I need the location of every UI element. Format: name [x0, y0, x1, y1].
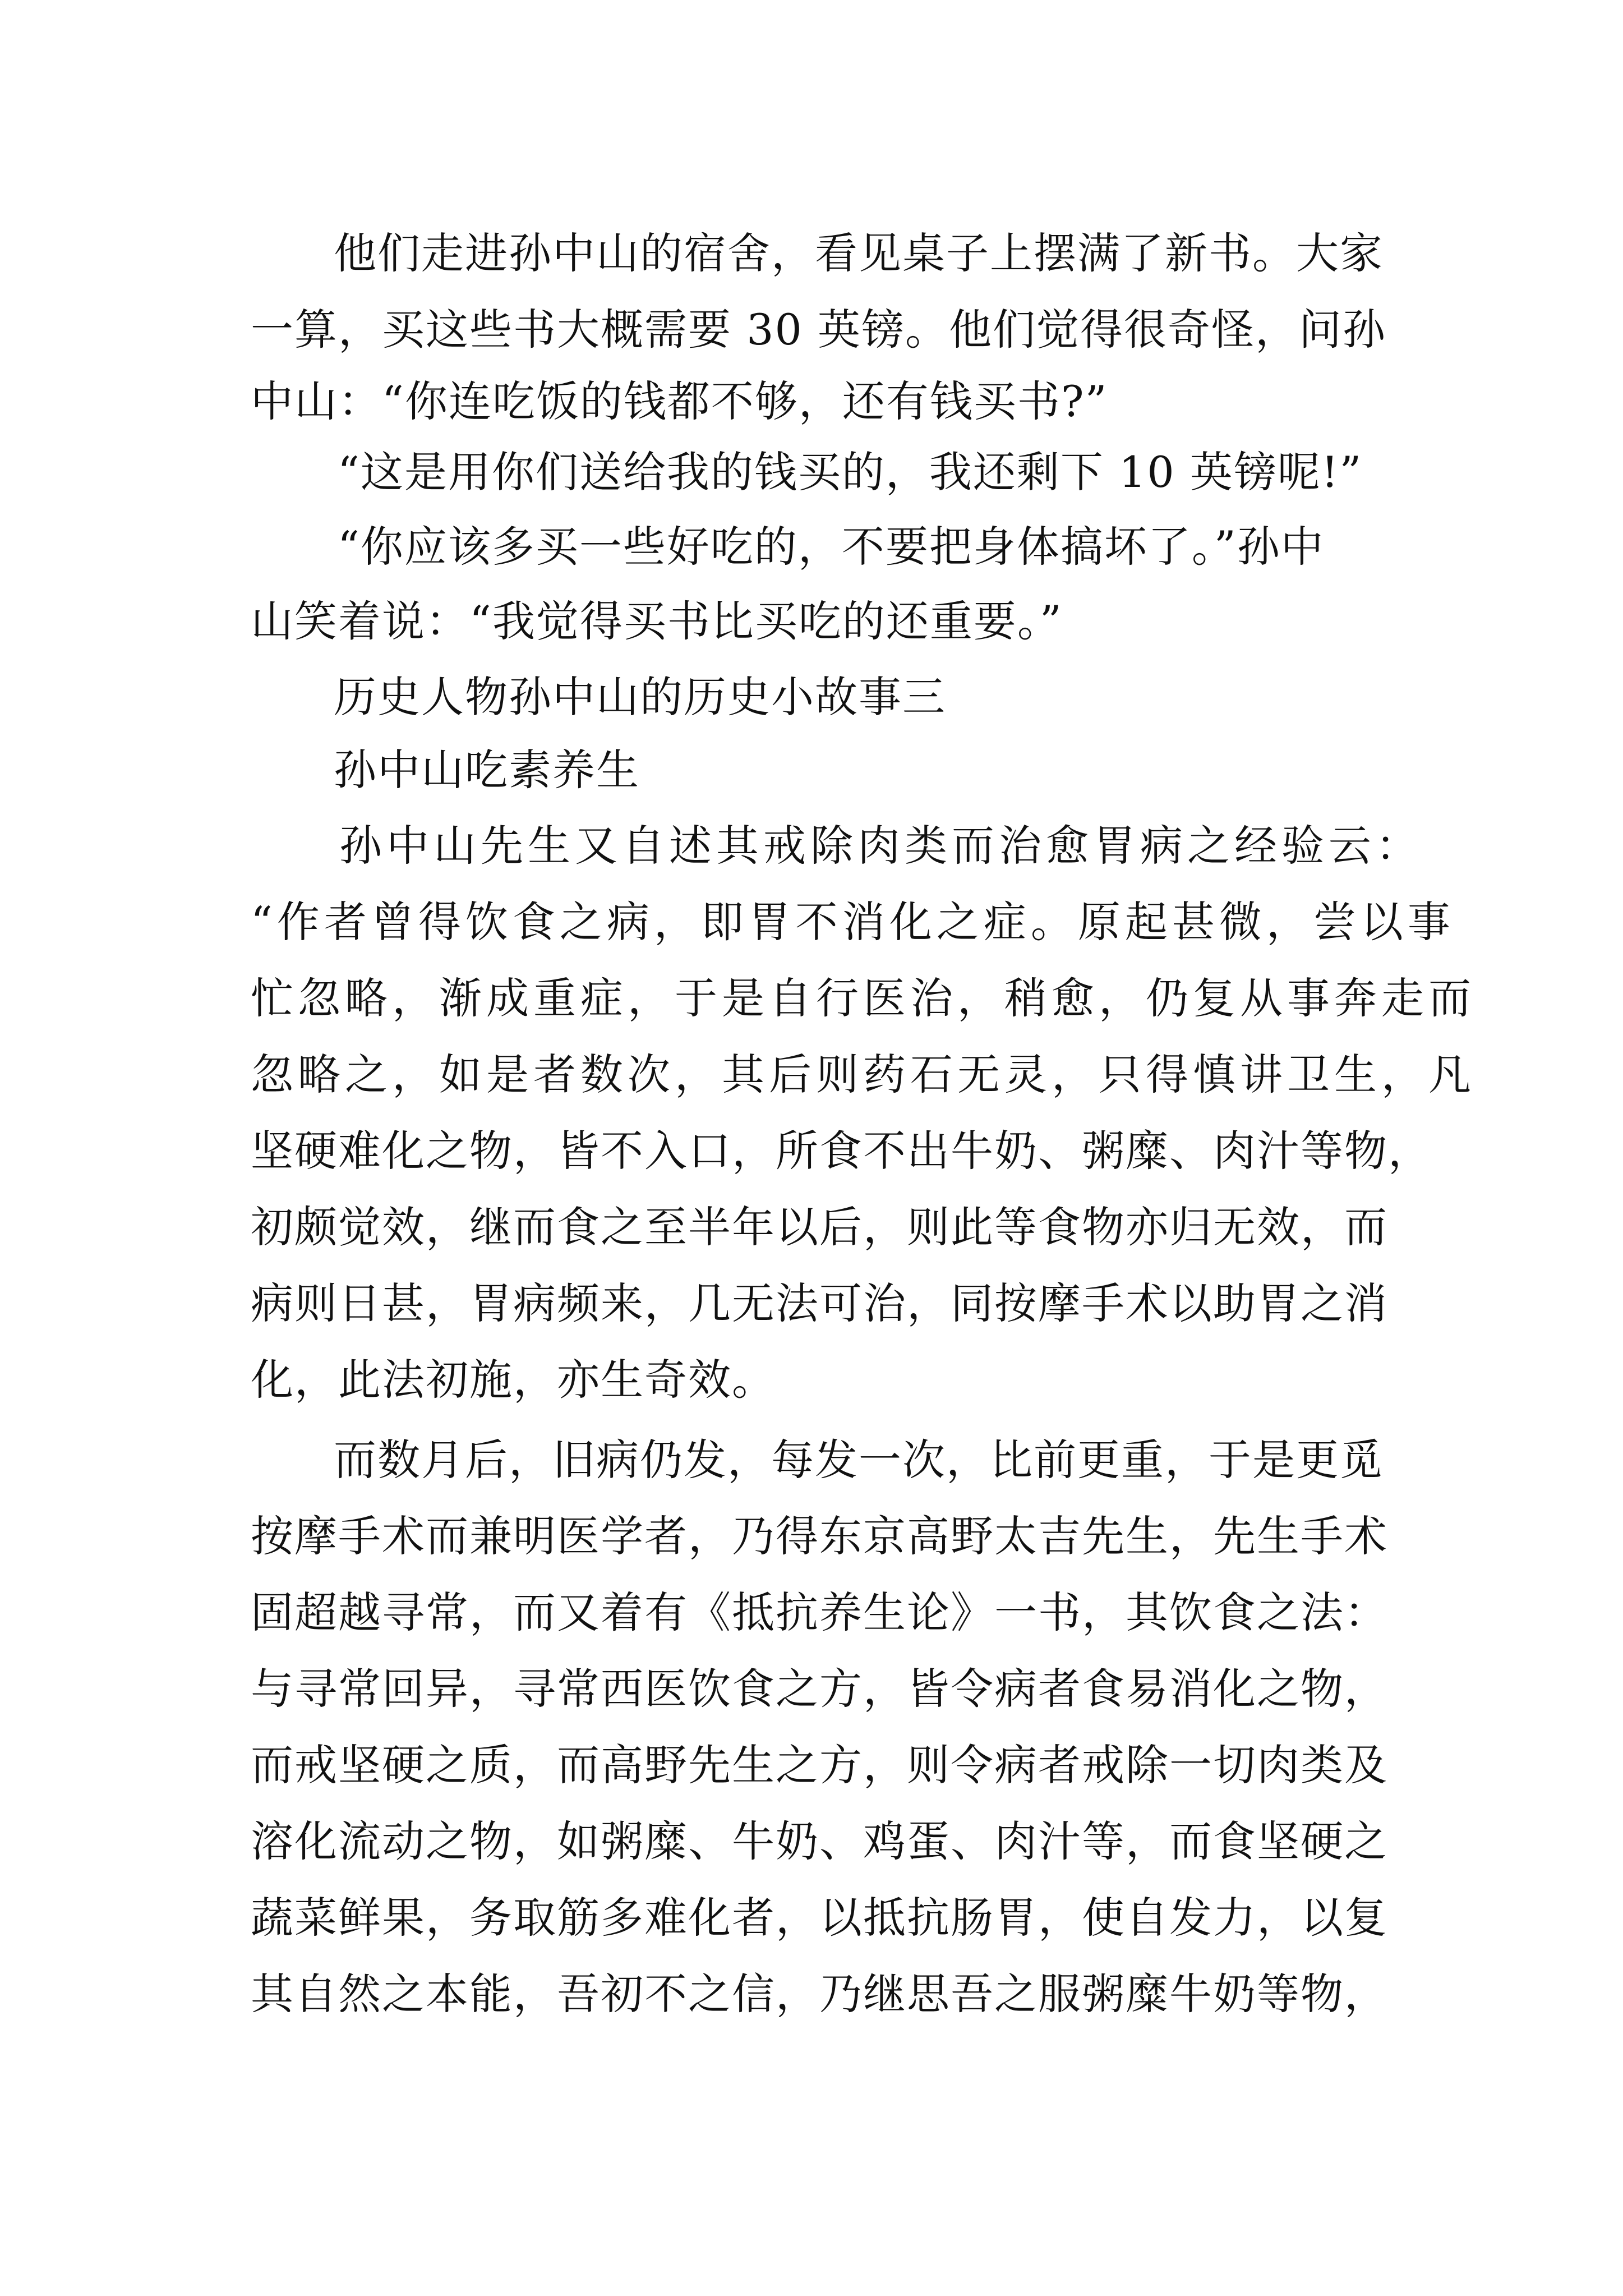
text-line: “作者曾得饮食之病，即胃不消化之症。原起甚微，尝以事 — [251, 897, 1455, 947]
section-heading: 历史人物孙中山的历史小故事三 — [334, 672, 946, 722]
text-line: “这是用你们送给我的钱买的，我还剩下 10 英镑呢!” — [338, 447, 1363, 497]
text-line: 其自然之本能，吾初不之信，乃继思吾之服粥糜牛奶等物， — [251, 1969, 1388, 2019]
text-line: 固超越寻常，而又着有《抵抗养生论》一书，其饮食之法： — [251, 1588, 1388, 1637]
text-line: 与寻常回异，寻常西医饮食之方，皆令病者食易消化之物， — [251, 1664, 1388, 1714]
text-line: 化，此法初施，亦生奇效。 — [251, 1355, 776, 1405]
text-line: 溶化流动之物，如粥糜、牛奶、鸡蛋、肉汁等，而食坚硬之 — [251, 1816, 1388, 1866]
text-line: 山笑着说：“我觉得买书比买吃的还重要。” — [251, 596, 1063, 646]
text-line: 他们走进孙中山的宿舍，看见桌子上摆满了新书。大家 — [334, 228, 1384, 278]
text-line: 坚硬难化之物，皆不入口，所食不出牛奶、粥糜、肉汁等物， — [251, 1126, 1432, 1176]
section-subheading: 孙中山吃素养生 — [334, 745, 640, 795]
text-line: 孙中山先生又自述其戒除肉类而治愈胃病之经验云： — [339, 821, 1423, 871]
text-line: 而戒坚硬之质，而高野先生之方，则令病者戒除一切肉类及 — [251, 1740, 1388, 1790]
text-line: 初颇觉效，继而食之至半年以后，则此等食物亦归无效，而 — [251, 1202, 1388, 1252]
text-line: 忙忽略，渐成重症，于是自行医治，稍愈，仍复从事奔走而 — [251, 973, 1476, 1023]
text-line: 一算，买这些书大概需要 30 英镑。他们觉得很奇怪，问孙 — [251, 305, 1387, 355]
text-line: “你应该多买一些好吃的，不要把身体搞坏了。”孙中 — [338, 522, 1325, 572]
text-line: 按摩手术而兼明医学者，乃得东京高野太吉先生，先生手术 — [251, 1511, 1388, 1561]
text-line: 忽略之，如是者数次，其后则药石无灵，只得慎讲卫生，凡 — [251, 1050, 1476, 1099]
text-line: 蔬菜鲜果，务取筋多难化者，以抵抗肠胃，使自发力，以复 — [251, 1893, 1388, 1943]
text-line: 中山：“你连吃饭的钱都不够，还有钱买书?” — [251, 376, 1108, 426]
text-line: 病则日甚，胃病频来，几无法可治，同按摩手术以助胃之消 — [251, 1278, 1388, 1328]
text-line: 而数月后，旧病仍发，每发一次，比前更重，于是更觅 — [334, 1435, 1384, 1485]
